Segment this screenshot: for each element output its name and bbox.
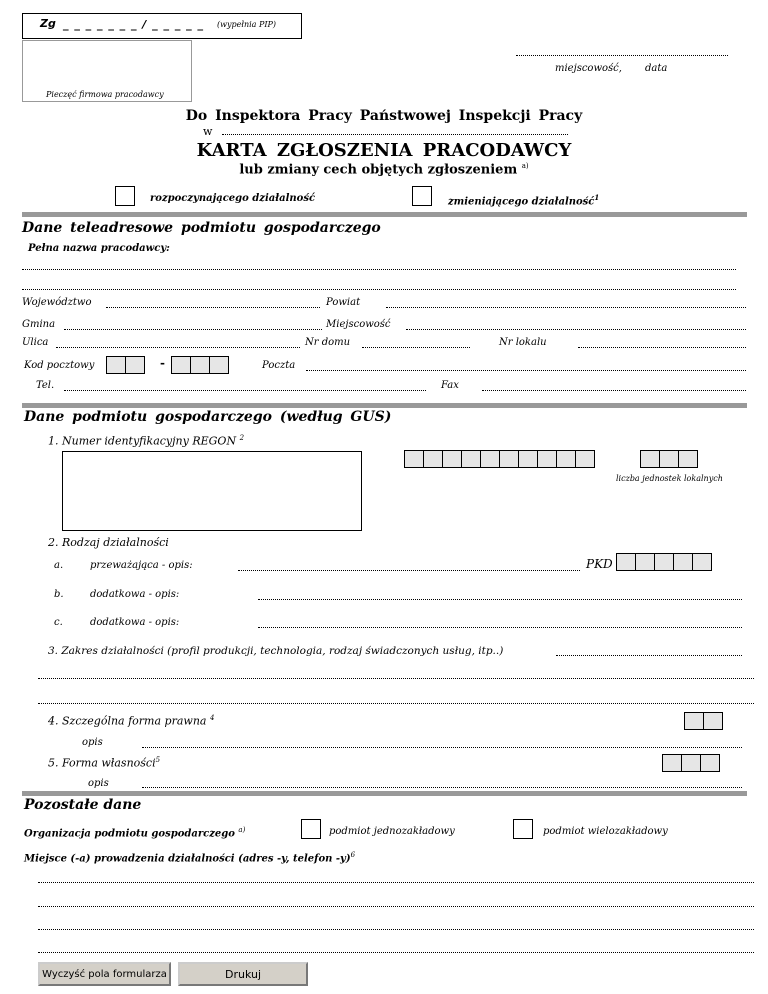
scope-line-2[interactable] <box>38 703 754 704</box>
phone-field[interactable] <box>64 390 426 391</box>
flat-no-label: Nr lokalu <box>499 337 547 348</box>
section3-title: Pozostałe dane <box>24 797 142 813</box>
places-line-4[interactable] <box>38 952 754 953</box>
scope-line-1[interactable] <box>38 678 754 679</box>
voivodeship-label: Województwo <box>22 297 92 308</box>
case-number-note: (wypełnia PIP) <box>217 20 277 29</box>
district-label: Powiat <box>326 297 361 308</box>
changing-activity-checkbox[interactable] <box>412 186 432 206</box>
postcode-label: Kod pocztowy <box>24 360 95 371</box>
ownership-cells[interactable] <box>662 754 720 772</box>
house-no-field[interactable] <box>362 347 470 348</box>
legal-form-cells[interactable] <box>684 712 723 730</box>
inspectorate-city-line[interactable] <box>222 134 568 135</box>
single-plant-checkbox[interactable] <box>301 819 321 839</box>
addressee-line: Do Inspektora Pracy Państwowej Inspekcji Pracy <box>185 108 583 124</box>
ownership-label <box>48 756 160 770</box>
form-subtitle <box>0 162 768 177</box>
legal-form-label <box>48 714 214 728</box>
full-name-line-2[interactable] <box>22 289 736 290</box>
case-number-pattern: _ _ _ _ _ _ _ / _ _ _ _ _ <box>63 18 204 31</box>
form-title: KARTA ZGŁOSZENIA PRACODAWCY <box>196 140 572 161</box>
activity-a-label: przeważająca - opis: <box>90 560 193 571</box>
street-label: Ulica <box>22 337 49 348</box>
scope-inline-field[interactable] <box>556 655 742 656</box>
places-line-3[interactable] <box>38 929 754 930</box>
print-button[interactable]: Drukuj <box>178 962 308 986</box>
place-date-line[interactable] <box>516 55 728 56</box>
regon-cells[interactable] <box>404 450 595 468</box>
house-no-label: Nr domu <box>305 337 351 348</box>
case-number-prefix: Zg <box>40 17 56 30</box>
section1-bar <box>22 212 747 217</box>
scope-label: 3. Zakres działalności (profil produkcji, technologia, rodzaj świadczonych usług, itp..) <box>48 645 504 657</box>
section1-title: Dane teleadresowe podmiotu gospodarczego <box>22 220 381 236</box>
post-office-label: Poczta <box>262 360 296 371</box>
organization-text: Organizacja podmiotu gospodarczego <box>24 828 235 840</box>
organization-label <box>24 826 245 839</box>
organization-sup: a) <box>238 826 246 834</box>
activity-a-field[interactable] <box>238 570 580 571</box>
town-field[interactable] <box>406 329 746 330</box>
w-prefix: w <box>203 125 213 138</box>
multi-plant-checkbox[interactable] <box>513 819 533 839</box>
ownership-text: 5. Forma własności <box>48 756 156 770</box>
changing-activity-text: zmieniającego działalność <box>448 196 595 208</box>
activity-c-label: dodatkowa - opis: <box>90 617 180 628</box>
places-label <box>24 851 355 864</box>
pkd-cells[interactable] <box>616 553 712 571</box>
activity-b-letter: b. <box>54 589 64 600</box>
section2-bar <box>22 403 747 408</box>
changing-activity-label <box>448 193 599 207</box>
phone-label: Tel. <box>36 380 55 391</box>
commune-field[interactable] <box>64 329 322 330</box>
town-label: Miejscowość <box>326 319 391 330</box>
post-office-field[interactable] <box>306 370 746 371</box>
flat-no-field[interactable] <box>578 347 746 348</box>
starting-activity-checkbox[interactable] <box>115 186 135 206</box>
activity-c-letter: c. <box>54 617 63 628</box>
section3-bar <box>22 791 747 796</box>
ownership-opis-field[interactable] <box>142 787 742 788</box>
activity-c-field[interactable] <box>258 627 742 628</box>
district-field[interactable] <box>386 307 746 308</box>
changing-activity-sup: 1 <box>594 193 600 202</box>
local-units-cells[interactable] <box>640 450 698 468</box>
regon-notes-box[interactable] <box>62 451 362 531</box>
street-field[interactable] <box>56 347 300 348</box>
legal-form-sup: 4 <box>209 714 215 722</box>
form-subtitle-text: lub zmiany cech objętych zgłoszeniem <box>239 162 518 178</box>
form-subtitle-sup: a) <box>521 162 529 170</box>
regon-sup: 2 <box>239 434 245 442</box>
fax-field[interactable] <box>482 390 746 391</box>
commune-label: Gmina <box>22 319 56 330</box>
starting-activity-label: rozpoczynającego działalność <box>150 193 316 204</box>
full-name-label: Pełna nazwa pracodawcy: <box>28 243 170 254</box>
multi-plant-label: podmiot wielozakładowy <box>543 826 668 837</box>
postcode-dash: - <box>160 356 165 370</box>
ownership-opis-label: opis <box>88 778 109 789</box>
legal-form-opis-label: opis <box>82 737 103 748</box>
regon-label-text: 1. Numer identyfikacyjny REGON <box>48 434 237 448</box>
places-line-1[interactable] <box>38 882 754 883</box>
full-name-line-1[interactable] <box>22 269 736 270</box>
company-stamp-label: Pieczęć firmowa pracodawcy <box>46 90 164 99</box>
legal-form-opis-field[interactable] <box>142 747 742 748</box>
section2-title: Dane podmiotu gospodarczego (według GUS) <box>24 409 392 425</box>
postcode-first-part[interactable] <box>106 356 145 374</box>
voivodeship-field[interactable] <box>106 307 320 308</box>
places-text: Miejsce (-a) prowadzenia działalności (adres -y, telefon -y) <box>24 853 351 865</box>
place-label: miejscowość, <box>555 63 622 74</box>
activity-a-letter: a. <box>54 560 64 571</box>
regon-label <box>48 434 244 448</box>
postcode-second-part[interactable] <box>171 356 229 374</box>
date-label: data <box>645 63 668 74</box>
activity-type-label: 2. Rodzaj działalności <box>48 536 169 549</box>
local-units-label: liczba jednostek lokalnych <box>616 474 723 483</box>
activity-b-field[interactable] <box>258 599 742 600</box>
single-plant-label: podmiot jednozakładowy <box>329 826 455 837</box>
ownership-sup: 5 <box>155 756 161 764</box>
pkd-label: PKD <box>586 557 613 571</box>
places-line-2[interactable] <box>38 906 754 907</box>
clear-form-button[interactable]: Wyczyść pola formularza <box>38 962 171 986</box>
places-sup: 6 <box>350 851 356 859</box>
activity-b-label: dodatkowa - opis: <box>90 589 180 600</box>
legal-form-text: 4. Szczególna forma prawna <box>48 714 207 728</box>
fax-label: Fax <box>441 380 459 391</box>
